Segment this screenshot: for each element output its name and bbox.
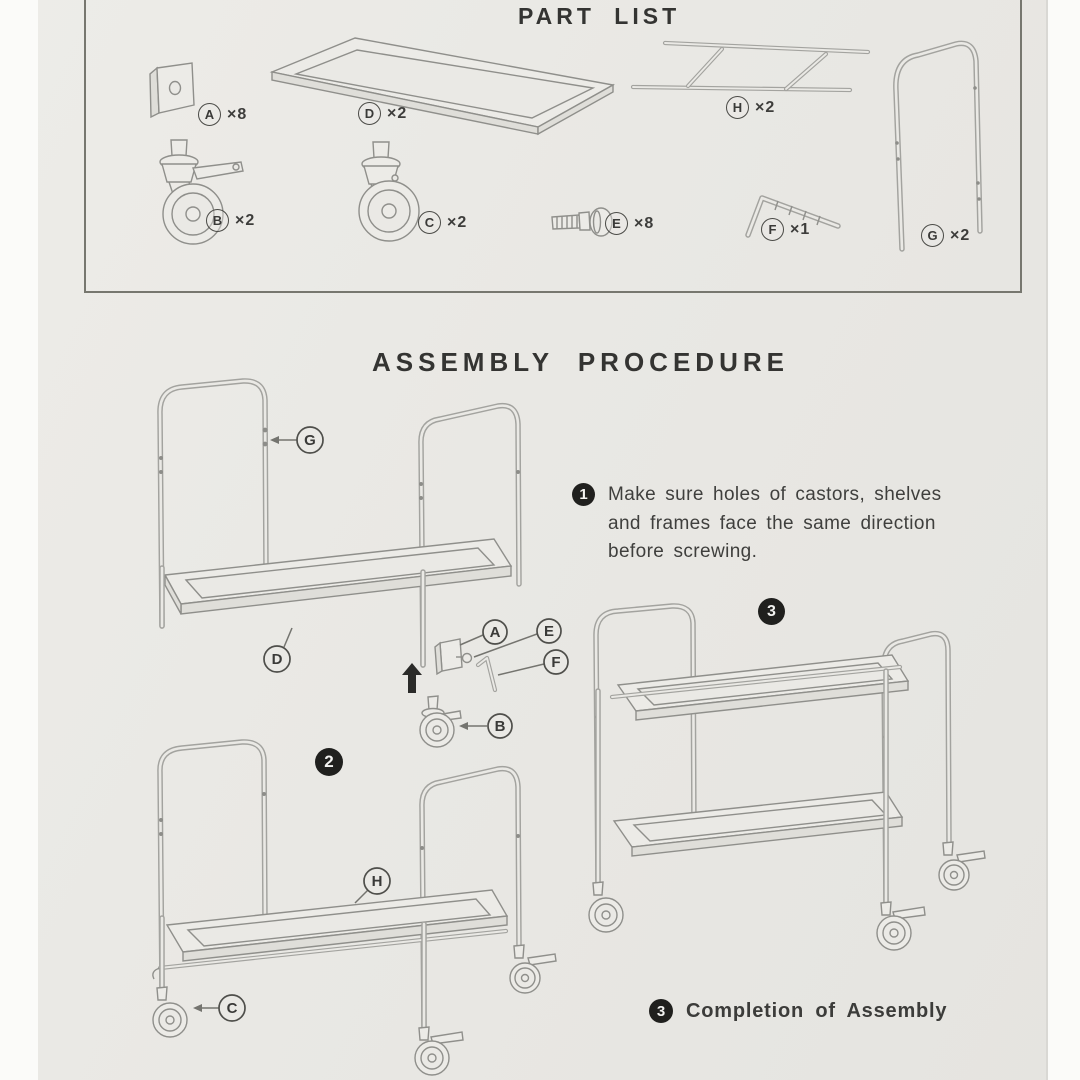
part-qty-D: ×2 — [387, 104, 408, 122]
callout-C — [193, 995, 245, 1021]
part-label-A — [198, 103, 247, 126]
part-qty-C: ×2 — [447, 213, 468, 231]
part-qty-G: ×2 — [950, 226, 971, 244]
step-3-diagram — [586, 597, 1018, 1009]
part-letter-A: A — [198, 103, 221, 126]
part-qty-E: ×8 — [634, 214, 655, 232]
part-label-G — [921, 224, 970, 247]
castor-with-brake-drawing — [141, 138, 259, 250]
page-margin-right — [1046, 0, 1080, 1080]
svg-text:B: B — [494, 718, 506, 735]
part-qty-F: ×1 — [790, 220, 811, 238]
step-3-caption-badge: 3 — [649, 999, 673, 1023]
svg-text:G: G — [304, 432, 316, 449]
part-letter-E: E — [605, 212, 628, 235]
cross-brace-frame-drawing — [628, 34, 876, 98]
corner-bracket-drawing — [146, 60, 200, 120]
callout-A — [460, 620, 507, 645]
svg-text:D: D — [271, 651, 283, 668]
svg-text:H: H — [371, 873, 383, 890]
assembly-title: ASSEMBLY PROCEDURE — [372, 347, 789, 377]
svg-text:F: F — [551, 654, 561, 671]
page-margin-left — [0, 0, 38, 1080]
svg-text:A: A — [489, 624, 501, 641]
callout-G — [270, 427, 323, 453]
part-letter-H: H — [726, 96, 749, 119]
part-label-C — [418, 211, 467, 234]
part-letter-B: B — [206, 209, 229, 232]
part-label-D — [358, 102, 407, 125]
part-label-B — [206, 209, 255, 232]
part-qty-H: ×2 — [755, 98, 776, 116]
callout-H — [355, 868, 390, 903]
step-1-badge: 1 — [572, 483, 595, 506]
part-list-title: PART LIST — [518, 3, 681, 29]
step-3-caption — [649, 999, 947, 1023]
part-letter-F: F — [761, 218, 784, 241]
part-letter-G: G — [921, 224, 944, 247]
part-letter-D: D — [358, 102, 381, 125]
svg-text:E: E — [543, 623, 555, 640]
part-qty-B: ×2 — [235, 211, 256, 229]
step-2-badge: 2 — [315, 748, 343, 776]
step-1-instruction — [572, 481, 942, 567]
screw-bolt-drawing — [549, 204, 613, 244]
step-2-diagram — [136, 732, 582, 1080]
svg-text:C: C — [226, 1000, 238, 1017]
part-label-F — [761, 218, 810, 241]
shelf-frame-drawing — [256, 28, 624, 134]
step-3-badge: 3 — [758, 598, 785, 625]
part-letter-C: C — [418, 211, 441, 234]
step-1-text: Make sure holes of castors, shelves and frames face the same direction before screwing. — [608, 484, 942, 562]
step-3-caption-text: Completion of Assembly — [686, 999, 948, 1022]
u-handle-frame-drawing — [888, 33, 986, 255]
part-label-E — [605, 212, 654, 235]
part-label-H — [726, 96, 775, 119]
callout-F — [498, 650, 568, 675]
step-1-diagram — [138, 372, 586, 758]
part-qty-A: ×8 — [227, 105, 248, 123]
callout-D — [264, 628, 292, 672]
